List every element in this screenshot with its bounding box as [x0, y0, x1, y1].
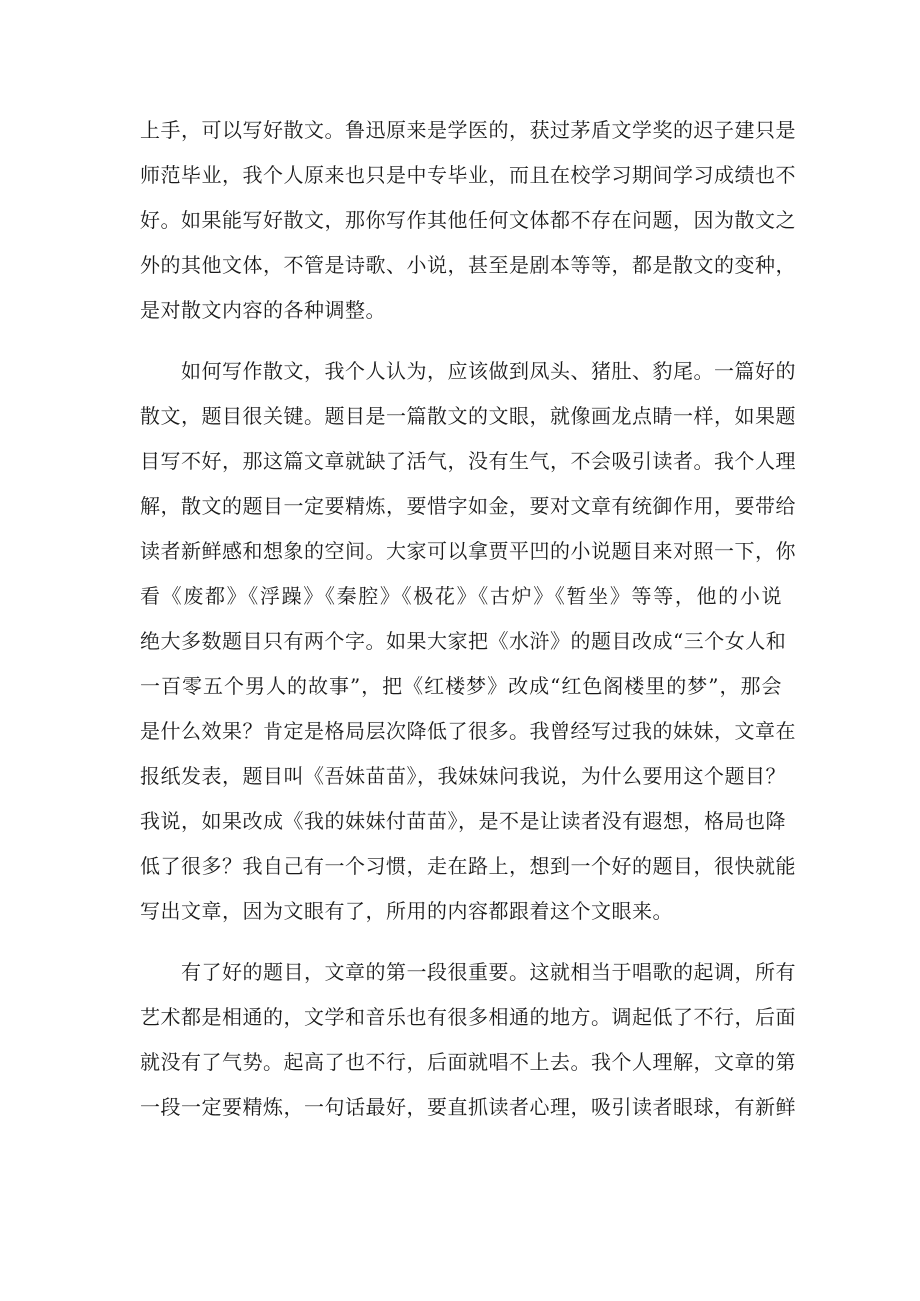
text-line: 师范毕业，我个人原来也只是中专毕业，而且在校学习期间学习成绩也不 [140, 163, 796, 187]
text-line: 看《废都》《浮躁》《秦腔》《极花》《古炉》《暂坐》等等，他的小说 [140, 584, 782, 608]
text-line: 是什么效果？肯定是格局层次降低了很多。我曾经写过我的妹妹，文章在 [140, 719, 796, 743]
text-line: 写出文章，因为文眼有了，所用的内容都跟着这个文眼来。 [140, 899, 673, 923]
text-line: 是对散文内容的各种调整。 [140, 298, 386, 322]
document-body [140, 108, 796, 1146]
text-line: 散文，题目很关键。题目是一篇散文的文眼，就像画龙点睛一样，如果题 [140, 404, 796, 428]
text-line: 目写不好，那这篇文章就缺了活气，没有生气，不会吸引读者。我个人理 [140, 449, 796, 473]
text-line: 如何写作散文，我个人认为，应该做到凤头、猪肚、豹尾。一篇好的 [140, 359, 796, 383]
text-line: 艺术都是相通的，文学和音乐也有很多相通的地方。调起低了不行，后面 [140, 1005, 796, 1029]
text-line: 外的其他文体，不管是诗歌、小说，甚至是剧本等等，都是散文的变种， [140, 253, 796, 277]
text-line: 一百零五个男人的故事”，把《红楼梦》改成“红色阁楼里的梦”，那会 [140, 674, 782, 698]
paragraph-1 [140, 108, 796, 333]
text-line: 低了很多？我自己有一个习惯，走在路上，想到一个好的题目，很快就能 [140, 854, 796, 878]
text-line: 一段一定要精炼，一句话最好，要直抓读者心理，吸引读者眼球，有新鲜 [140, 1095, 796, 1119]
text-line: 绝大多数题目只有两个字。如果大家把《水浒》的题目改成“三个女人和 [140, 629, 787, 653]
text-line: 报纸发表，题目叫《吾妹苗苗》，我妹妹问我说，为什么要用这个题目？ [140, 764, 786, 788]
paragraph-2 [140, 349, 796, 934]
text-line: 上手，可以写好散文。鲁迅原来是学医的，获过茅盾文学奖的迟子建只是 [140, 118, 796, 142]
text-line: 读者新鲜感和想象的空间。大家可以拿贾平凹的小说题目来对照一下，你 [140, 539, 796, 563]
text-line: 有了好的题目，文章的第一段很重要。这就相当于唱歌的起调，所有 [140, 960, 796, 984]
text-line: 好。如果能写好散文，那你写作其他任何文体都不存在问题，因为散文之 [140, 208, 796, 232]
text-line: 我说，如果改成《我的妹妹付苗苗》，是不是让读者没有遐想，格局也降 [140, 809, 786, 833]
paragraph-3 [140, 950, 796, 1130]
text-line: 就没有了气势。起高了也不行，后面就唱不上去。我个人理解，文章的第 [140, 1050, 796, 1074]
text-line: 解，散文的题目一定要精炼，要惜字如金，要对文章有统御作用，要带给 [140, 494, 796, 518]
